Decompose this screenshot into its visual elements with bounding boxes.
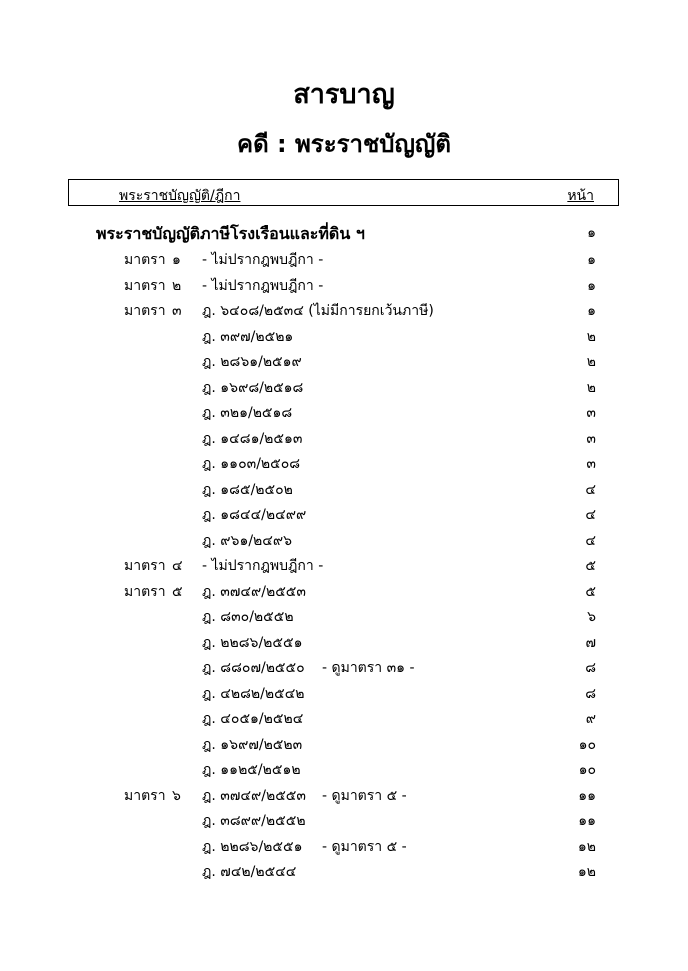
page-number: ๔ <box>585 532 596 549</box>
article-label: มาตรา <box>124 277 166 294</box>
toc-row <box>0 249 688 274</box>
case-entry: ฎ. ๔๐๕๑/๒๕๒๔ <box>202 711 304 727</box>
page-number: ๑๐ <box>578 736 596 753</box>
page-number: ๒ <box>586 354 596 370</box>
toc-row <box>0 351 688 376</box>
cross-reference-note: - ดูมาตรา ๕ - <box>322 838 407 855</box>
toc-row <box>0 555 688 580</box>
toc-row <box>0 632 688 657</box>
page-number: ๑๐ <box>578 762 596 778</box>
toc-row <box>0 402 688 427</box>
case-entry: ฎ. ๑๑๐๓/๒๕๐๘ <box>202 456 301 472</box>
case-entry: ฎ. ๑๑๒๕/๒๕๑๒ <box>202 762 301 778</box>
document-subtitle: คดี : พระราชบัญญัติ <box>237 130 451 158</box>
page-number: ๘ <box>585 660 596 676</box>
toc-row <box>0 683 688 708</box>
page-number: ๙ <box>585 711 596 727</box>
page-number: ๑ <box>587 303 596 319</box>
document-title: สารบาญ <box>293 79 395 110</box>
toc-row <box>0 734 688 759</box>
toc-row <box>0 810 688 835</box>
page-number: ๖ <box>587 609 596 625</box>
article-label: มาตรา <box>124 787 166 804</box>
cross-reference-note: - ดูมาตรา ๓๑ - <box>322 660 415 676</box>
case-entry: ฎ. ๓๘๙๙/๒๕๕๒ <box>202 813 306 829</box>
toc-row <box>0 428 688 453</box>
case-entry: ฎ. ๓๗๔๙/๒๕๕๓ <box>202 787 306 804</box>
toc-row <box>0 453 688 478</box>
page-number: ๑๒ <box>577 864 596 880</box>
case-entry: - ไม่ปรากฎพบฎีกา - <box>202 558 324 574</box>
page-number: ๑ <box>587 225 596 241</box>
page-number: ๒ <box>586 328 596 345</box>
case-entry: ฎ. ๑๘๔๔/๒๔๙๙ <box>202 507 307 523</box>
case-entry: ฎ. ๑๖๙๘/๒๕๑๘ <box>202 379 304 396</box>
page-number: ๘ <box>585 685 596 702</box>
article-number: ๖ <box>172 787 181 804</box>
article-number: ๑ <box>172 252 181 268</box>
page-number: ๒ <box>586 379 596 396</box>
article-label: มาตรา <box>124 583 166 600</box>
article-label: มาตรา <box>124 558 166 574</box>
article-label: มาตรา <box>124 303 166 319</box>
article-number: ๒ <box>172 277 182 294</box>
table-header <box>68 179 619 206</box>
page-number: ๑ <box>587 277 596 294</box>
page-number: ๑๒ <box>577 838 596 855</box>
page-number: ๗ <box>585 634 596 651</box>
case-entry: ฎ. ๘๓๐/๒๕๕๒ <box>202 609 294 625</box>
case-entry: ฎ. ๒๘๖๑/๒๕๑๙ <box>202 354 302 370</box>
page-number: ๓ <box>586 430 596 447</box>
case-entry: ฎ. ๑๖๙๗/๒๕๒๓ <box>202 736 303 753</box>
case-entry: ฎ. ๑๘๕/๒๕๐๒ <box>202 481 293 498</box>
page-number: ๓ <box>586 405 596 421</box>
page-number: ๔ <box>585 507 596 523</box>
article-number: ๕ <box>172 583 183 600</box>
toc-row <box>0 708 688 733</box>
article-label: มาตรา <box>124 252 166 268</box>
toc-row <box>0 377 688 402</box>
header-page-label: หน้า <box>567 188 594 204</box>
case-entry: ฎ. ๙๖๑/๒๔๙๖ <box>202 532 293 549</box>
page-number: ๑ <box>587 252 596 268</box>
toc-row <box>0 530 688 555</box>
case-entry: ฎ. ๓๙๗/๒๕๒๑ <box>202 328 294 345</box>
case-entry: ฎ. ๖๔๐๘/๒๕๓๔ (ไม่มีการยกเว้นภาษี) <box>202 303 434 319</box>
case-entry: - ไม่ปรากฎพบฎีกา - <box>202 252 324 268</box>
page-number: ๑๑ <box>578 813 596 829</box>
case-entry: ฎ. ๓๗๔๙/๒๕๕๓ <box>202 583 306 600</box>
toc-row <box>0 479 688 504</box>
case-entry: ฎ. ๗๔๒/๒๕๔๔ <box>202 864 297 880</box>
toc-row <box>0 504 688 529</box>
toc-row <box>0 275 688 300</box>
case-entry: ฎ. ๒๒๘๖/๒๕๕๑ <box>202 634 303 651</box>
toc-row <box>0 785 688 810</box>
page-number: ๑๑ <box>578 787 596 804</box>
toc-row <box>0 759 688 784</box>
case-entry: ฎ. ๔๒๘๒/๒๕๔๒ <box>202 685 305 702</box>
toc-row <box>0 836 688 861</box>
cross-reference-note: - ดูมาตรา ๕ - <box>322 787 407 804</box>
toc-row <box>0 861 688 886</box>
toc-row <box>0 606 688 631</box>
toc-row <box>0 657 688 682</box>
page-number: ๕ <box>585 583 596 600</box>
case-entry: ฎ. ๘๘๐๗/๒๕๕๐ <box>202 660 305 676</box>
article-number: ๔ <box>172 558 183 574</box>
toc-row <box>0 581 688 606</box>
toc-row <box>0 300 688 325</box>
page-number: ๔ <box>585 481 596 498</box>
case-entry: ฎ. ๑๔๘๑/๒๕๑๓ <box>202 430 303 447</box>
case-entry: ฎ. ๒๒๘๖/๒๕๕๑ <box>202 838 303 855</box>
section-row <box>0 222 688 247</box>
header-act-label: พระราชบัญญัติ/ฎีกา <box>119 188 241 204</box>
case-entry: ฎ. ๓๒๑/๒๕๑๘ <box>202 405 293 421</box>
page-number: ๓ <box>586 456 596 472</box>
toc-row <box>0 326 688 351</box>
case-entry: - ไม่ปรากฎพบฎีกา - <box>202 277 324 294</box>
article-number: ๓ <box>172 303 182 319</box>
page-number: ๕ <box>585 558 596 574</box>
section-title: พระราชบัญญัติภาษีโรงเรือนและที่ดิน ฯ <box>96 224 365 243</box>
